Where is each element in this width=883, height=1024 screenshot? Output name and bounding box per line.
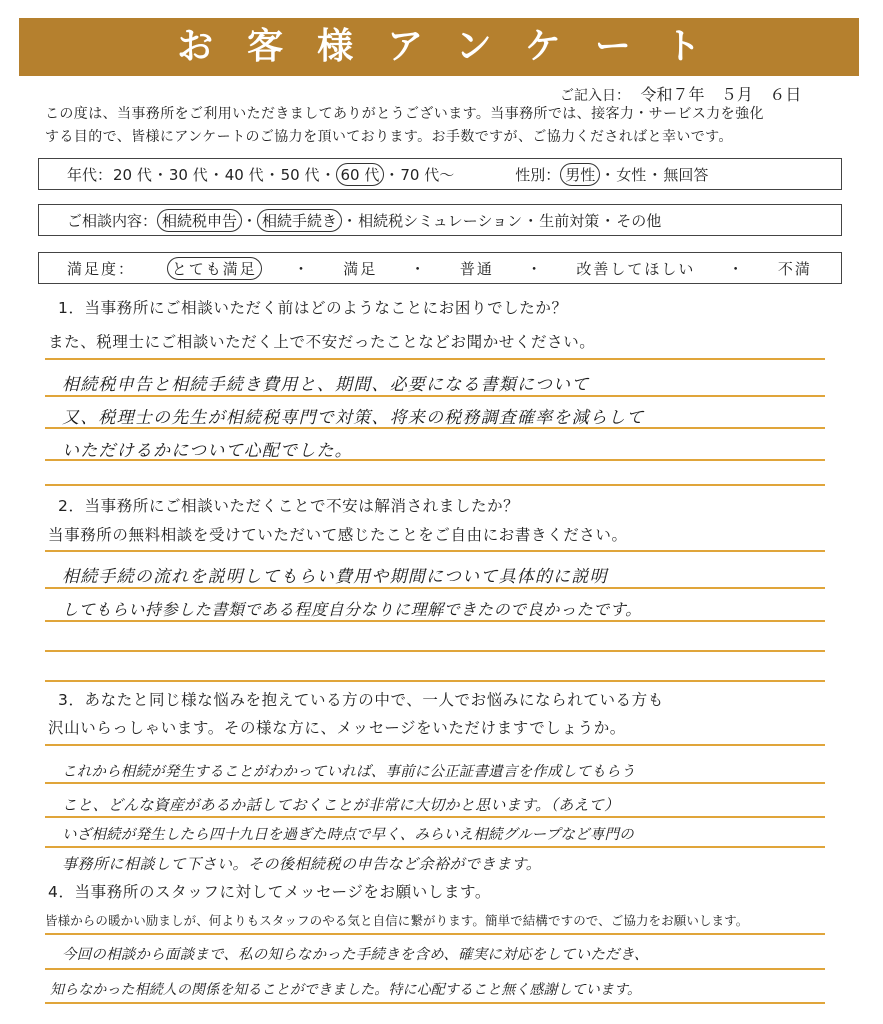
answer-rule (45, 484, 825, 486)
question-3-answer-line: 事務所に相談して下さい。その後相続税の申告など余裕ができます。 (62, 855, 542, 873)
question-3-answer-line: これから相続が発生することがわかっていれば、事前に公正証書遺言を作成してもらう (62, 764, 636, 780)
consult-content-row: ご相談内容： 相続税申告 ・ 相続手続き ・ 相続税シミュレーション ・ 生前対策 ・ その他 (38, 204, 842, 236)
age-option[interactable]: 20 代 (113, 165, 152, 184)
age-label: 年代： (67, 165, 113, 184)
satisfaction-option-selected[interactable]: とても満足 (167, 257, 262, 280)
answer-rule (45, 1002, 825, 1004)
question-3-answer-line: いざ相続が発生したら四十九日を過ぎた時点で早く、みらいえ相続グループなど専門の (62, 827, 634, 843)
question-2-title: 2．当事務所にご相談いただくことで不安は解消されましたか？ (58, 497, 520, 515)
question-1-answer-line: 又、税理士の先生が相続税専門で対策、将来の税務調査確率を減らして (62, 408, 645, 428)
answer-rule (45, 395, 825, 397)
answer-rule (45, 680, 825, 682)
question-4-sub: 皆様からの暖かい励ましが、何よりもスタッフのやる気と自信に繋がります。簡単で結構ですので、ご協力をお願いします。 (45, 913, 749, 928)
question-1-title: 1．当事務所にご相談いただく前はどのようなことにお困りでしたか？ (58, 299, 568, 317)
question-3-title: 3．あなたと同じ様な悩みを抱えている方の中で、一人でお悩みになられている方も (58, 691, 664, 709)
satisfaction-option[interactable]: 改善してほしい (576, 259, 696, 278)
answer-rule (45, 620, 825, 622)
age-option[interactable]: 30 代 (168, 165, 208, 184)
question-1-answer-line: 相続税申告と相続手続き費用と、期間、必要になる書類について (62, 375, 590, 395)
answer-rule (45, 846, 825, 848)
question-3-sub: 沢山いらっしゃいます。その様な方に、メッセージをいただけますでしょうか。 (48, 719, 626, 737)
intro-line: この度は、当事務所をご利用いただきましてありがとうございます。当事務所では、接客力・サービス力を強化 (45, 106, 764, 122)
answer-rule (45, 782, 825, 784)
question-2-sub: 当事務所の無料相談を受けていただいて感じたことをご自由にお書きください。 (48, 526, 628, 544)
question-2-answer-line: してもらい持参した書類である程度自分なりに理解できたので良かったです。 (62, 600, 642, 619)
answer-rule (45, 933, 825, 935)
gender-option-selected[interactable]: 男性 (560, 163, 600, 186)
date-year: 令和７年 (640, 85, 705, 104)
consult-option[interactable]: その他 (616, 211, 662, 230)
question-4-answer-line: 今回の相談から面談まで、私の知らなかった手続きを含め、確実に対応をしていただき、 (62, 947, 649, 963)
satisfaction-option[interactable]: 不満 (777, 259, 812, 278)
answer-rule (45, 816, 825, 818)
answer-rule (45, 427, 825, 429)
age-option[interactable]: 50 代 (280, 165, 320, 184)
question-1-answer-line: いただけるかについて心配でした。 (62, 441, 353, 461)
survey-title-banner: お客様アンケート (19, 18, 859, 76)
question-3-answer-line: こと、どんな資産があるか話しておくことが非常に大切かと思います。（あえて） (62, 796, 620, 814)
date-label: ご記入日： (560, 88, 630, 104)
consult-option[interactable]: 相続税シミュレーション (358, 211, 523, 230)
age-option[interactable]: 70 代〜 (400, 165, 455, 184)
consult-option-selected[interactable]: 相続税申告 (157, 209, 242, 232)
question-2-answer-line: 相続手続の流れを説明してもらい費用や期間について具体的に説明 (62, 567, 608, 587)
satisfaction-option[interactable]: 満足 (343, 259, 378, 278)
answer-rule (45, 550, 825, 552)
answer-rule (45, 650, 825, 652)
satisfaction-row: 満足度： とても満足 ・ 満足 ・ 普通 ・ 改善してほしい ・ 不満 (38, 252, 842, 284)
answer-rule (45, 744, 825, 746)
age-option[interactable]: 40 代 (224, 165, 264, 184)
answer-rule (45, 968, 825, 970)
age-option-selected[interactable]: 60 代 (336, 163, 385, 186)
gender-option[interactable]: 無回答 (663, 165, 709, 184)
gender-option[interactable]: 女性 (616, 165, 647, 184)
answer-rule (45, 358, 825, 360)
date-month: ５月 (720, 85, 753, 104)
date-day: ６日 (769, 85, 802, 104)
satisfaction-label: 満足度： (67, 259, 136, 278)
satisfaction-option[interactable]: 普通 (459, 259, 494, 278)
intro-line: する目的で、皆様にアンケートのご協力を頂いております。お手数ですが、ご協力くださればと幸いです。 (45, 129, 733, 145)
question-4-title: 4．当事務所のスタッフに対してメッセージをお願いします。 (48, 883, 491, 901)
gender-label: 性別： (515, 165, 561, 184)
entry-date (560, 82, 807, 105)
consult-option-selected[interactable]: 相続手続き (257, 209, 342, 232)
age-gender-row: 年代： 20 代 ・ 30 代 ・ 40 代 ・ 50 代 ・ 60 代 ・ 70 代〜 性別： 男性 ・ 女性 ・ 無回答 (38, 158, 842, 190)
intro-text (45, 103, 845, 149)
answer-rule (45, 587, 825, 589)
question-1-sub: また、税理士にご相談いただく上で不安だったことなどお聞かせください。 (48, 333, 596, 351)
question-4-answer-line: 知らなかった相続人の関係を知ることができました。特に心配すること無く感謝しています。 (50, 982, 642, 998)
answer-rule (45, 459, 825, 461)
consult-label: ご相談内容： (67, 211, 158, 230)
consult-option[interactable]: 生前対策 (539, 211, 600, 230)
